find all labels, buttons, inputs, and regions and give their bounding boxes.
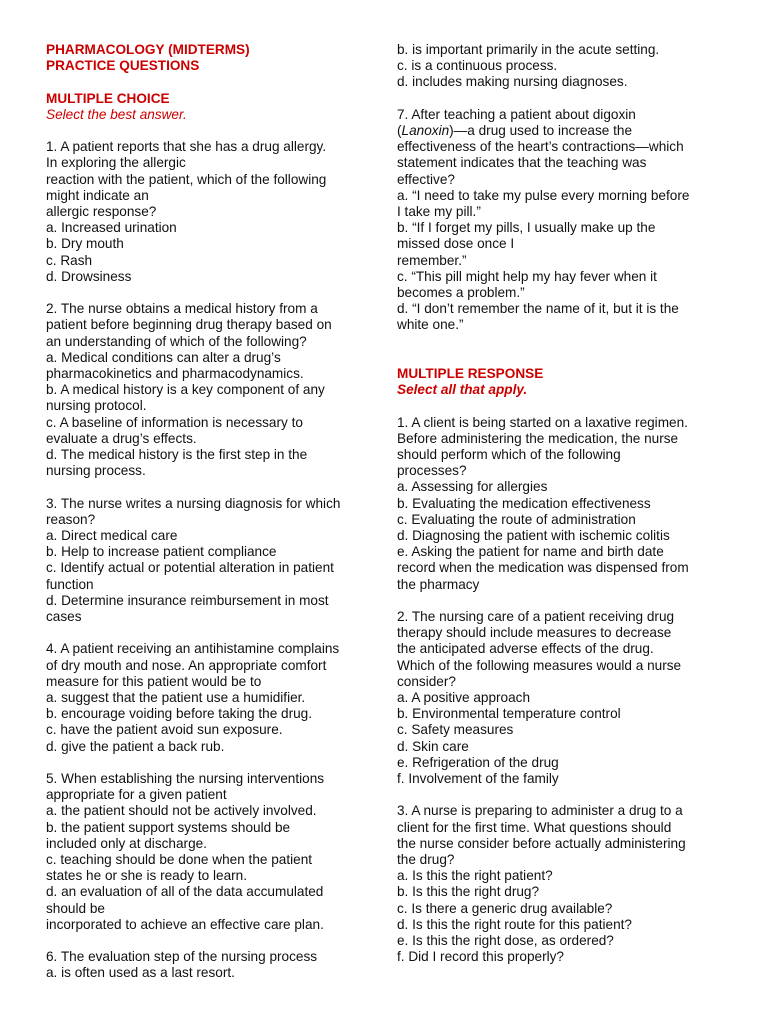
question-line: should be (46, 900, 105, 916)
question-line: nursing process. (46, 463, 146, 479)
question-line: white one.” (397, 317, 464, 333)
question-line: processes? (397, 463, 467, 479)
question-line: b. encourage voiding before taking the drug. (46, 706, 313, 722)
question-line: record when the medication was dispensed from (397, 560, 689, 576)
question-line: the nurse consider before actually administering (397, 835, 686, 851)
document-header (46, 42, 364, 74)
question-line: Which of the following measures would a nurse (397, 657, 682, 673)
question-line: a. Is this the right patient? (397, 868, 553, 884)
question-line: d. Is this the right route for this patient? (397, 916, 632, 932)
question-line: a. is often used as a last resort. (46, 965, 235, 981)
question-line: a. “I need to take my pulse every morning before (397, 187, 690, 203)
question-line: missed dose once I (397, 236, 515, 252)
question-line: a. suggest that the patient use a humidifier. (46, 690, 306, 706)
question-line: a. Medical conditions can alter a drug’s (46, 349, 281, 365)
question-line: an understanding of which of the following? (46, 333, 307, 349)
question-line: b. Is this the right drug? (397, 884, 540, 900)
question-block (46, 771, 364, 933)
question-line: client for the first time. What questions should (397, 819, 672, 835)
question-line: e. Asking the patient for name and birth date (397, 544, 664, 560)
question-line: d. an evaluation of all of the data accumulated (46, 884, 324, 900)
question-line: c. A baseline of information is necessary to (46, 414, 303, 430)
question-line: 7. After teaching a patient about digoxin (397, 106, 636, 122)
document-title: PHARMACOLOGY (MIDTERMS) (46, 42, 250, 57)
question-line: f. Involvement of the family (397, 771, 559, 787)
question-line: nursing protocol. (46, 398, 147, 414)
question-line: 1. A patient reports that she has a drug allergy. (46, 139, 327, 155)
question-line: evaluate a drug’s effects. (46, 430, 197, 446)
question-line: c. Is there a generic drug available? (397, 900, 613, 916)
question-line: should perform which of the following (397, 447, 621, 463)
question-line: d. Skin care (397, 738, 469, 754)
question-line: 2. The nursing care of a patient receiving drug (397, 609, 675, 625)
question-line: appropriate for a given patient (46, 787, 227, 803)
question-line: effective? (397, 171, 455, 187)
question-line: might indicate an (46, 187, 149, 203)
question-line: f. Did I record this properly? (397, 949, 564, 965)
question-line: a. Assessing for allergies (397, 479, 548, 495)
question-line: incorporated to achieve an effective care plan. (46, 916, 324, 932)
question-line: function (46, 576, 94, 592)
question-line: c. teaching should be done when the patient (46, 852, 313, 868)
question-line: states he or she is ready to learn. (46, 868, 247, 884)
question-line: measure for this patient would be to (46, 673, 262, 689)
question-line: d. Drowsiness (46, 268, 132, 284)
multiple-response-questions (397, 415, 727, 966)
question-line: consider? (397, 673, 456, 689)
question-block (46, 641, 364, 754)
question-line: of dry mouth and nose. An appropriate comfort (46, 657, 327, 673)
question-block (46, 949, 364, 981)
question-line: d. give the patient a back rub. (46, 738, 225, 754)
question-line: c. is a continuous process. (397, 58, 558, 74)
question-line: b. Help to increase patient compliance (46, 544, 277, 560)
question-block (397, 415, 727, 593)
question-line: b. Environmental temperature control (397, 706, 621, 722)
section-instruction: Select the best answer. (46, 106, 187, 122)
section-instruction: Select all that apply. (397, 382, 528, 398)
question-line: 3. A nurse is preparing to administer a drug to a (397, 803, 683, 819)
left-column (46, 42, 364, 982)
question-line: 1. A client is being started on a laxative regimen. (397, 414, 688, 430)
question-line: therapy should include measures to decrease (397, 625, 672, 641)
question-line: b. Evaluating the medication effectiveness (397, 495, 651, 511)
question-line: included only at discharge. (46, 835, 207, 851)
question-line: d. includes making nursing diagnoses. (397, 74, 628, 90)
question-line: the pharmacy (397, 576, 480, 592)
drug-name: Lanoxin (401, 123, 450, 138)
question-line: b. Dry mouth (46, 236, 124, 252)
document-subtitle: PRACTICE QUESTIONS (46, 58, 200, 74)
question-line: the anticipated adverse effects of the drug. (397, 641, 654, 657)
question-line: pharmacokinetics and pharmacodynamics. (46, 366, 304, 382)
question-line: reaction with the patient, which of the following (46, 171, 327, 187)
question-line: patient before beginning drug therapy based on (46, 317, 332, 333)
question-line: b. A medical history is a key component of any (46, 382, 325, 398)
question-line: c. Rash (46, 252, 93, 268)
question-line: c. have the patient avoid sun exposure. (46, 722, 283, 738)
question-line: a. Increased urination (46, 220, 177, 236)
question-line: b. is important primarily in the acute setting. (397, 42, 660, 57)
multiple-choice-questions (46, 139, 364, 981)
question-line: Before administering the medication, the nurse (397, 430, 679, 446)
question-line: remember.” (397, 252, 467, 268)
question-text: )—a drug used to increase the (449, 123, 633, 138)
question-block (397, 803, 727, 965)
question-text: ( (397, 123, 402, 138)
section-heading: MULTIPLE CHOICE (46, 90, 170, 106)
question-line: c. Evaluating the route of administration (397, 511, 636, 527)
question-line: the drug? (397, 852, 455, 868)
question-block (46, 496, 364, 626)
question-line: a. A positive approach (397, 690, 531, 706)
question-line: c. Identify actual or potential alteration in patient (46, 560, 334, 576)
question-line: effectiveness of the heart’s contractions—which (397, 139, 684, 155)
question-line: I take my pill.” (397, 204, 481, 220)
question-line: b. the patient support systems should be (46, 819, 291, 835)
question-block (397, 107, 727, 334)
question-line: e. Refrigeration of the drug (397, 754, 559, 770)
multiple-choice-section-header (46, 91, 364, 123)
question-line: 2. The nurse obtains a medical history from a (46, 301, 318, 317)
question-line: reason? (46, 511, 96, 527)
question-block (397, 42, 727, 91)
multiple-response-section-header (397, 366, 727, 398)
question-line: d. “I don’t remember the name of it, but it is the (397, 301, 679, 317)
question-line: a. the patient should not be actively involved. (46, 803, 317, 819)
question-block (397, 609, 727, 787)
question-line: d. The medical history is the first step in the (46, 447, 308, 463)
question-line: 5. When establishing the nursing interventions (46, 771, 325, 787)
question-line: In exploring the allergic (46, 155, 186, 171)
question-line: statement indicates that the teaching was (397, 155, 647, 171)
section-heading: MULTIPLE RESPONSE (397, 366, 544, 382)
question-block (46, 139, 364, 285)
right-column (397, 42, 727, 965)
question-line: e. Is this the right dose, as ordered? (397, 933, 614, 949)
question-line: becomes a problem.” (397, 285, 525, 301)
question-line: 3. The nurse writes a nursing diagnosis for which (46, 495, 341, 511)
question-line: a. Direct medical care (46, 528, 178, 544)
question-line: 6. The evaluation step of the nursing process (46, 949, 318, 965)
question-line: c. “This pill might help my hay fever when it (397, 268, 657, 284)
question-line: cases (46, 609, 82, 625)
question-block (46, 301, 364, 479)
question-line: d. Diagnosing the patient with ischemic colitis (397, 528, 670, 544)
question-line: c. Safety measures (397, 722, 514, 738)
question-line (397, 123, 727, 139)
question-line: b. “If I forget my pills, I usually make up the (397, 220, 656, 236)
question-line: 4. A patient receiving an antihistamine complains (46, 641, 340, 657)
question-line: allergic response? (46, 204, 157, 219)
question-line: d. Determine insurance reimbursement in most (46, 592, 329, 608)
